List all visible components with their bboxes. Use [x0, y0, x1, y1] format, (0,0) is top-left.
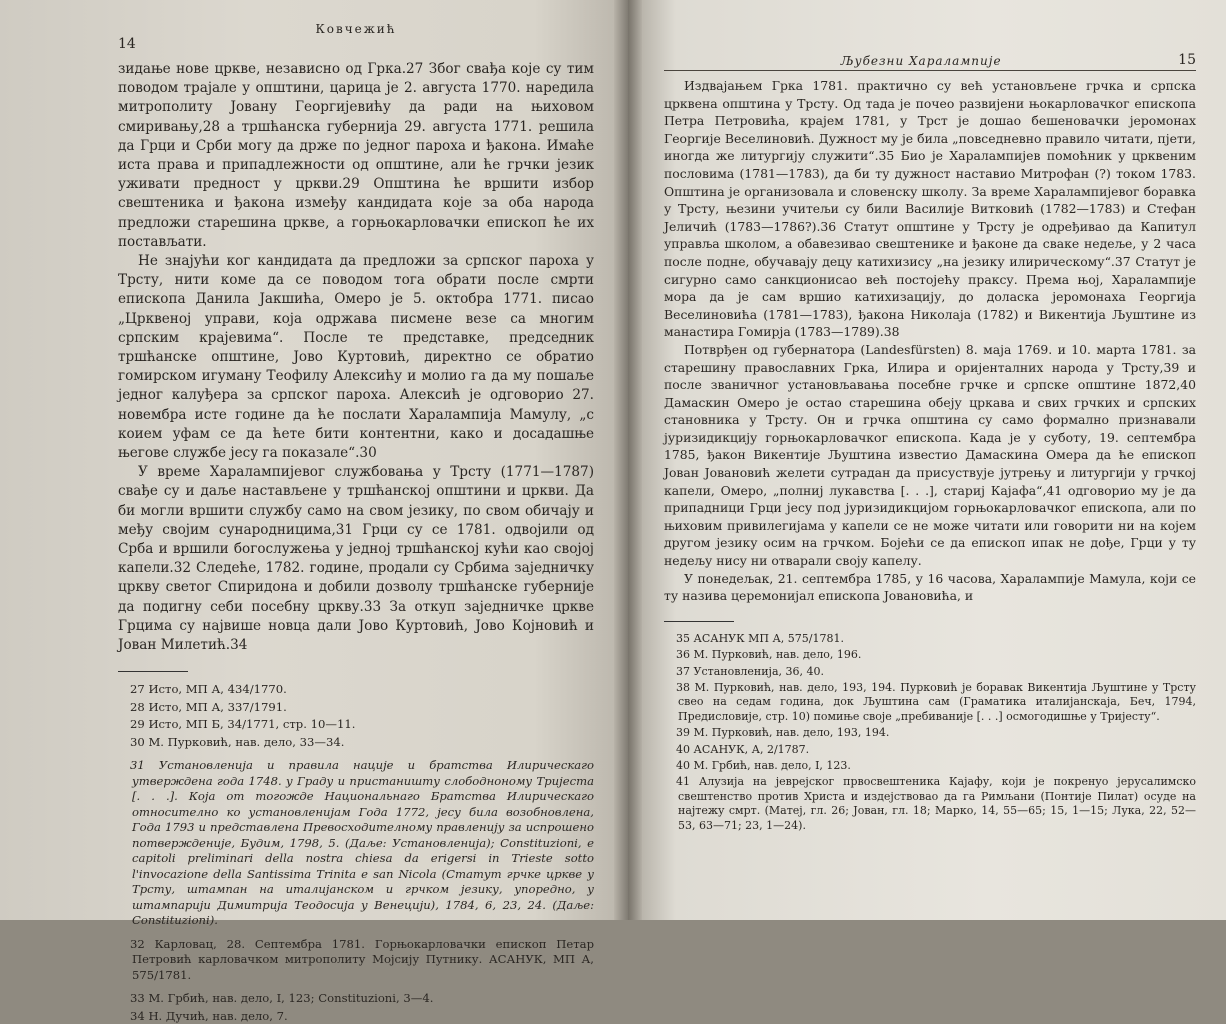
left-header-row — [118, 36, 594, 54]
body-paragraph: Издвајањем Грка 1781. практично су већ установљене грчка и српска црквена општина у Трсту. Од тада је почео развијени њокарловачког епископа Петра Петровића, крајем 1781, у Трст је дошао бешеновачки јеромонах Георгије Веселиновић. Дужност му је била „повседневно правило читати, пјети, иногда же литургију служити“.35 Био је Харалампијев помоћник у црквеним пословима (1781—1783), да би ту дужност наставио Митрофан (?) током 1783. Општина је организовала и словенску школу. За време Харалампијевог боравка у Трсту, њезини учитељи су били Василије Витковић (1782—1783) и Стефан Јеличић (1783—1786?).36 Статут општине у Трсту је одређивао да Капитул управља школом, а обавезивао свештенике и ђаконе да сваке недеље, у 2 часа после подне, обучавају децу катихизису „на језику илирическому“.37 Статут је сигурно само санкционисао већ постојећу праксу. Према њој, Харалампије мора да је сам вршио катихизацију, до доласка јеромонаха Георгија Веселиновића (1781—1783), ђакона Николаја (1782) и Викентија Љуштине из манастира Гомирја (1783—1789).38 — [664, 78, 1196, 340]
footnote: 31 Установленија и правила нациje и братства Илирическаго утверждена года 1748. у Граду и пристаништу слободноному Тријеста [. . .]. Која от тогожде Национальнаго Братства Илирическаго относително ко установленијам Года 1772, јесу била возобновлена, Года 1793 и представлена Превосходителному правленију за испрошено потвержденије, Будим, 1798, 5. (Даље: Установленија); Constituzioni, e capitoli preliminari della nostra chiesa da erigersi in Trieste sotto l'invocazione della Santissima Trinita e san Nicola (Статут грчке цркве у Трсту, штампан на италијанском и грчком језику, упоредно, у штампарији Димитрија Теодосија у Венецији), 1784, 6, 23, 24. (Даље: Constituzioni). — [130, 758, 594, 928]
footnote: 39 М. Пурковић, нав. дело, 193, 194. — [676, 726, 890, 740]
footnote: 40 АСАНУК, А, 2/1787. — [676, 742, 810, 756]
footnote: 40 М. Грбић, нав. дело, I, 123. — [676, 759, 851, 773]
running-head-left: Ковчежић — [315, 22, 397, 36]
footnote: 27 Исто, МП А, 434/1770. — [130, 682, 287, 697]
footnote: 35 АСАНУК МП А, 575/1781. — [676, 631, 844, 645]
footnote-rule — [118, 671, 188, 672]
book-spine — [614, 0, 642, 920]
footnote: 38 М. Пурковић, нав. дело, 193, 194. Пурковић је боравак Викентија Љуштине у Трсту свео на седам година, док Љуштина сам (Граматика италијанскаја, Беч, 1794, Предисловије, стр. 10) помиње своје „пребиваније [. . .] осмогодишње у Тријесту“. — [676, 681, 1196, 723]
right-page — [628, 0, 1226, 920]
footnote-rule — [664, 621, 734, 622]
body-paragraph: Потврђен од губернатора (Landesfürsten) 8. маја 1769. и 10. марта 1781. за старешину православних Грка, Илира и оријенталних народа у Трсту,39 и после званичног установљавања посебне грчке и српске општине 1872,40 Дамаскин Омеро је остао старешина обеју цркава и свих грчких и српских становника у Трсту. Он и грчка општина су само формално признавали јуризидикцију горњокарловачког епископа. Када је у суботу, 19. септембра 1785, ђакон Викентије Љуштина известио Дамаскина Омера да ће епископ Јован Јовановић желети сутрадан да присуствује јутрењу и литургији у грчкој капели, Омеро, „полниј лукавства [. . .], стариј Кајафа“,41 одговорио му је да припадници Грци јесу под јуризидикцијом горњокарловачког епископа, али по њиховим привилегијама у капели се не може читати или говорити ни на којем другом језику осим на грчком. Бојећи се да епископ ипак не дође, Грци у ту недељу нису ни отварали своју капелу. — [664, 341, 1196, 569]
body-paragraph: Не знајући ког кандидата да предложи за српског пароха у Трсту, нити коме да се поводом тога обрати после смрти епископа Данила Јакшића, Омеро је 5. октобра 1771. писао „Црквеној управи, која одржава писмене везе са многим српским крајевима“. После те представке, председник тршћанске општине, Јово Куртовић, директно се обратио гомирском игуману Теофилу Алексићу и молио га да му пошаље једног калуђера за српског пароха. Алексић је одговорио 27. новембра исте године да ће послати Харалампија Мамулу, „с коием уфам се да ћете бити контентни, како и досадашње његове службе јесу га показале“.30 — [118, 253, 594, 462]
footnote: 33 М. Грбић, нав. дело, I, 123; Constituzioni, 3—4. — [130, 991, 434, 1006]
footnote: 32 Карловац, 28. Септембра 1781. Горњокарловачки епископ Петар Петровић карловачком митрополиту Мојсију Путнику. АСАНУК, МП А, 575/1781. — [130, 936, 594, 982]
body-paragraph: У време Харалампијевог службовања у Трсту (1771—1787) свађе су и даље настављене у тршћанској општини и цркви. Да би могли вршити службу само на свом језику, по свом обичају и међу својим сународницима,31 Грци су се 1781. одвојили од Срба и вршили богослужења у једној тршћанској кући као својој капели.32 Следеће, 1782. године, продали су Србима заједничку цркву светог Спиридона и добили дозволу тршћанске губерније да подигну себи посебну цркву.33 За откуп заједничке цркве Грцима су највише новца дали Јово Куртовић, Јово Којновић и Јован Милетић.34 — [118, 464, 594, 654]
footnote: 37 Установленија, 36, 40. — [676, 664, 825, 678]
footnote: 28 Исто, МП А, 337/1791. — [130, 699, 287, 714]
running-head-right: Љубезни Харалампије — [840, 54, 1002, 68]
page-number-left: 14 — [118, 36, 136, 52]
page-number-right: 15 — [1178, 52, 1196, 68]
footnote: 30 М. Пурковић, нав. дело, 33—34. — [130, 734, 345, 749]
footnote: 36 М. Пурковић, нав. дело, 196. — [676, 648, 862, 662]
footnote: 34 Н. Дучић, нав. дело, 7. — [130, 1008, 288, 1023]
right-header-row — [664, 52, 1196, 71]
body-paragraph: У понедељак, 21. септембра 1785, у 16 часова, Харалампије Мамула, који се ту назива церемонијал епископа Јовановића, и — [664, 570, 1196, 604]
footnote: 29 Исто, МП Б, 34/1771, стр. 10—11. — [130, 717, 356, 732]
body-paragraph: зидање нове цркве, независно од Грка.27 Због свађа које су тим поводом трајале у општини, царица је 2. августа 1770. наредила митрополиту Јовану Георгијевићу да ради на њиховом смиривању,28 а тршћанска губернија 29. августа 1771. решила да Грци и Срби могу да држе по једног пароха и ђакона. Имаће иста права и припадлежности од општине, али ће грчки језик уживати предност у цркви.29 Општина ће вршити избор свештеника и ђакона између кандидата које за оба народа предложи старешина цркве, а горњокарловачки епископ ће их постављати. — [118, 61, 594, 250]
footnote: 41 Алузија на јеврејског првосвештеника Кајафу, који је покренуо јерусалимско свештенство против Христа и издејствовао да га Римљани (Понтије Пилат) осуде на најтежу смрт. (Матеј, гл. 26; Јован, гл. 18; Марко, 14, 55—65; 15, 1—15; Лука, 22, 52—53, 63—71; 23, 1—24). — [676, 775, 1196, 832]
